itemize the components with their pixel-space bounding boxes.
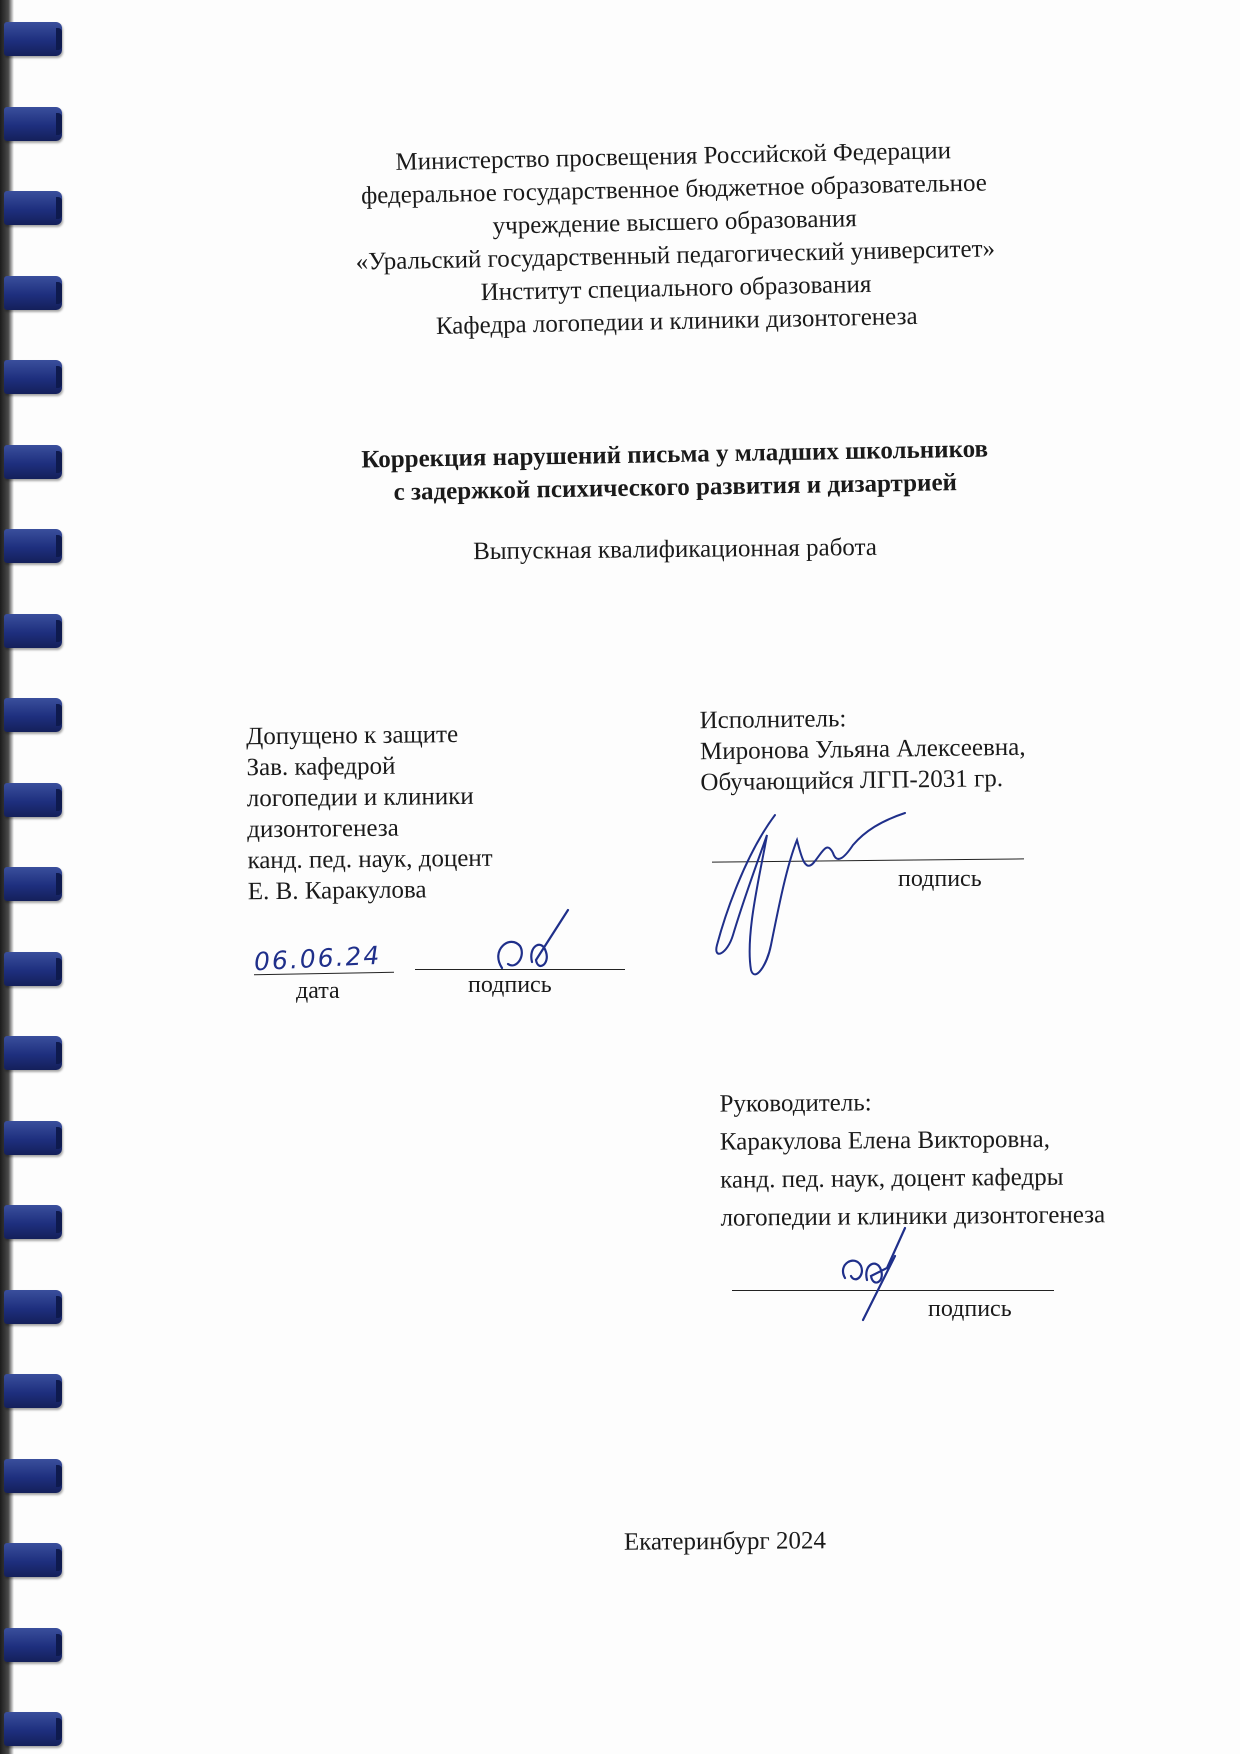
binding-ring	[4, 1628, 62, 1662]
institution-line: Министерство просвещения Российской Федерации	[395, 137, 952, 176]
binding-ring	[4, 276, 62, 310]
executor-line: Миронова Ульяна Алексеевна,	[699, 733, 1026, 766]
city-year: Екатеринбург 2024	[623, 1527, 827, 1556]
binding-ring	[4, 107, 62, 141]
institution-line: федеральное государственное бюджетное образовательное	[360, 169, 988, 210]
executor-block	[699, 701, 1026, 799]
binding-ring	[4, 952, 62, 986]
admission-line: Е. В. Каракулова	[247, 876, 427, 906]
binding-ring	[4, 1374, 62, 1408]
admission-line: дизонтогенеза	[247, 814, 399, 844]
admission-line: Зав. кафедрой	[246, 752, 396, 782]
institution-line: Кафедра логопедии и клиники дизонтогенеза	[435, 302, 918, 341]
institution-line: Институт специального образования	[480, 270, 872, 307]
admission-signature-caption: подпись	[468, 972, 552, 998]
handwritten-date: 06.06.24	[253, 940, 382, 977]
binding-ring	[4, 529, 62, 563]
supervisor-signature	[835, 1220, 945, 1330]
work-title-line: Коррекция нарушений письма у младших школьников	[361, 435, 989, 474]
binding-ring	[4, 360, 62, 394]
binding-ring	[4, 445, 62, 479]
executor-signature-caption: подпись	[898, 866, 982, 892]
admission-block	[246, 719, 493, 908]
admission-line: логопедии и клиники	[246, 782, 474, 813]
binding-ring	[4, 783, 62, 817]
binding-ring	[4, 1459, 62, 1493]
binding-ring	[4, 191, 62, 225]
binding-ring	[4, 614, 62, 648]
institution-line: «Уральский государственный педагогический университет»	[355, 235, 996, 276]
binding-ring	[4, 1290, 62, 1324]
admission-signature	[480, 890, 600, 1000]
binding-ring	[4, 698, 62, 732]
admission-line: канд. пед. наук, доцент	[247, 844, 493, 875]
spiral-binding	[0, 0, 70, 1754]
admission-line: Допущено к защите	[246, 721, 459, 751]
executor-line: Обучающийся ЛГП-2031 гр.	[700, 765, 1004, 797]
supervisor-line: Каракулова Елена Викторовна,	[719, 1125, 1051, 1156]
work-title	[259, 431, 1090, 511]
supervisor-signature-caption: подпись	[928, 1296, 1012, 1322]
binding-ring	[4, 22, 62, 56]
institution-header	[258, 131, 1092, 346]
supervisor-line: канд. пед. наук, доцент кафедры	[720, 1163, 1064, 1194]
institution-line: учреждение высшего образования	[492, 205, 857, 240]
binding-ring	[4, 1712, 62, 1746]
work-type: Выпускная квалификационная работа	[472, 533, 877, 566]
binding-ring	[4, 1121, 62, 1155]
executor-signature	[705, 795, 935, 985]
date-caption: дата	[296, 978, 340, 1004]
binding-ring	[4, 1036, 62, 1070]
binding-ring	[4, 1543, 62, 1577]
executor-line: Исполнитель:	[699, 705, 847, 735]
work-title-line: с задержкой психического развития и дизартрией	[393, 469, 958, 506]
supervisor-line: Руководитель:	[719, 1089, 872, 1118]
binding-ring	[4, 1205, 62, 1239]
supervisor-block	[719, 1082, 1105, 1237]
supervisor-line: логопедии и клиники дизонтогенеза	[720, 1201, 1106, 1232]
binding-ring	[4, 867, 62, 901]
